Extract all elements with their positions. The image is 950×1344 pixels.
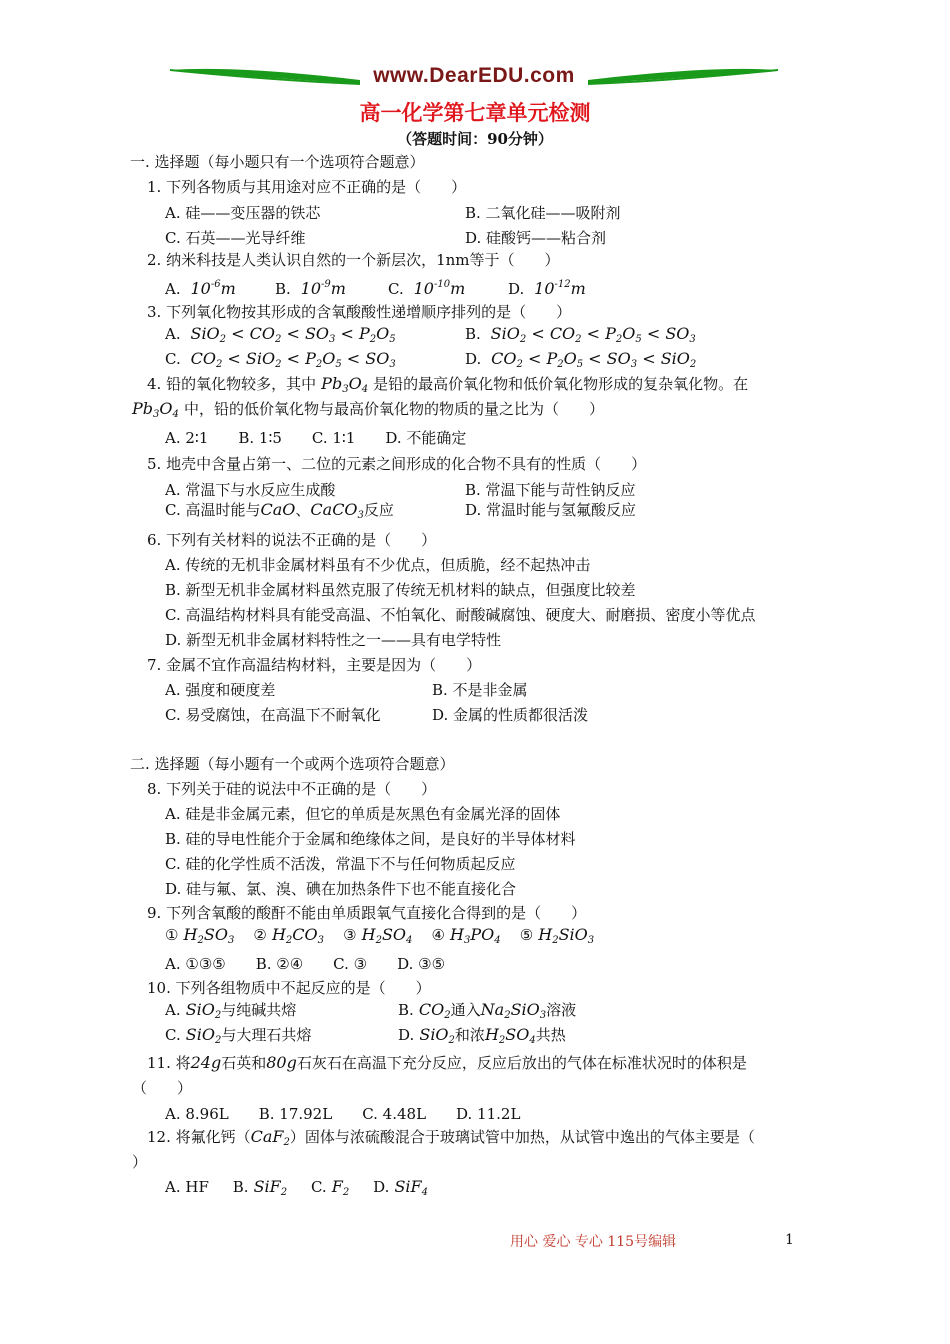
q5-option-a: A. 常温下与水反应生成酸 (165, 481, 336, 499)
q10-option-a-label: A. (165, 1001, 181, 1019)
q12-option-b-label: B. (232, 1178, 249, 1196)
q3-option-d: D. $CO_2 < P_2O_5 < SO_3 < SiO_2$ (465, 349, 697, 370)
section-1-heading: 一. 选择题（每小题只有一个选项符合题意） (130, 153, 425, 171)
q2-exp-a: -6 (210, 279, 221, 290)
q1-option-d: D. 硅酸钙——粘合剂 (465, 229, 607, 247)
q2-exp-d: -12 (554, 279, 571, 290)
q1-option-b: B. 二氧化硅——吸附剂 (465, 204, 621, 222)
q2-option-d-label: D. (508, 280, 525, 298)
q9-item-3-number: ③ (343, 926, 357, 944)
q10-option-b: B. $CO_2$通入$Na_2SiO_3$溶液 (398, 1000, 577, 1021)
q3-option-a: A. $SiO_2 < CO_2 < SO_3 < P_2O_5$ (165, 324, 396, 345)
q9-stem: 9. 下列含氧酸的酸酐不能由单质跟氧气直接化合得到的是（ ） (147, 904, 587, 922)
q10-option-a-text: 与纯碱共熔 (221, 1001, 297, 1019)
q11-stem-1: 11. 将 (147, 1054, 191, 1072)
q8-stem: 8. 下列关于硅的说法中不正确的是（ ） (147, 780, 437, 798)
q2-exp-c: -10 (433, 279, 451, 290)
q4-stem-a: 4. 铅的氧化物较多，其中 (147, 375, 317, 393)
q2-option-b: B. $10^{-9}m$ (275, 279, 346, 298)
page-number: 1 (785, 1232, 794, 1248)
q1-stem: 1. 下列各物质与其用途对应不正确的是（ ） (147, 178, 467, 196)
q10-option-d: D. SiO$_2$和浓$H_2SO_4$共热 (398, 1025, 566, 1046)
q6-option-b: B. 新型无机非金属材料虽然克服了传统无机材料的缺点，但强度比较差 (165, 581, 636, 599)
q5-option-c-text-2: 、 (295, 501, 311, 519)
q11-stem-line-1: 11. 将24g石英和80g石灰石在高温下充分反应，反应后放出的气体在标准状况时的体积是 (147, 1053, 747, 1072)
q9-item-1-number: ① (165, 926, 179, 944)
q2-stem: 2. 纳米科技是人类认识自然的一个新层次，1nm等于（ ） (147, 251, 560, 269)
q11-stem-3: 石灰石在高温下充分反应，反应后放出的气体在标准状况时的体积是 (296, 1054, 747, 1072)
q5-option-c-text-3: 反应 (363, 501, 394, 519)
q12-option-c-label: C. (310, 1178, 327, 1196)
q3-option-a-label: A. (165, 325, 181, 343)
q9-item-2-number: ② (253, 926, 267, 944)
q10-option-c: C. SiO$_2$与大理石共熔 (165, 1025, 312, 1046)
q12-stem-1: 12. 将氟化钙（ (147, 1128, 251, 1146)
q10-option-c-label: C. (165, 1026, 181, 1044)
q10-option-a: A. SiO$_2$与纯碱共熔 (165, 1000, 297, 1021)
q2-option-c-label: C. (388, 280, 404, 298)
q5-option-c: C. 高温时能与CaO、CaCO$_3$反应 (165, 500, 394, 521)
q11-options: A. 8.96L B. 17.92L C. 4.48L D. 11.2L (165, 1105, 521, 1123)
q11-stem-2: 石英和 (221, 1054, 267, 1072)
footer-note: 用心 爱心 专心 115号编辑 (510, 1234, 677, 1250)
q9-options: A. ①③⑤ B. ②④ C. ③ D. ③⑤ (165, 955, 446, 973)
q2-option-b-label: B. (275, 280, 291, 298)
q11-stem-line-2: （ ） (132, 1079, 193, 1097)
page-subtitle: （答题时间：90分钟） (397, 130, 553, 148)
q4-stem-line-2: $Pb_3O_4$ 中，铅的低价氧化物与最高价氧化物的物质的量之比为（ ） (132, 399, 604, 420)
q7-option-a: A. 强度和硬度差 (165, 681, 276, 699)
q3-option-b: B. $SiO_2 < CO_2 < P_2O_5 < SO_3$ (465, 324, 696, 345)
q4-stem-line-1: 4. 铅的氧化物较多，其中 $Pb_3O_4$ 是铅的最高价氧化物和低价氧化物形成的复杂氧化物。在 (147, 374, 749, 395)
q6-option-d: D. 新型无机非金属材料特性之一——具有电学特性 (165, 631, 502, 649)
q9-items: ① $H_2SO_3$ ② $H_2CO_3$ ③ $H_2SO_4$ ④ $H_3PO_4$ ⑤ $H_2SiO_3$ (165, 925, 595, 946)
q8-option-d: D. 硅与氟、氯、溴、碘在加热条件下也不能直接化合 (165, 880, 517, 898)
q4-options: A. 2∶1 B. 1∶5 C. 1∶1 D. 不能确定 (165, 429, 467, 447)
q10-option-b-label: B. (398, 1001, 414, 1019)
q7-option-c: C. 易受腐蚀，在高温下不耐氧化 (165, 706, 381, 724)
site-banner (170, 62, 778, 94)
q6-option-a: A. 传统的无机非金属材料虽有不少优点，但质脆，经不起热冲击 (165, 556, 591, 574)
q5-stem: 5. 地壳中含量占第一、二位的元素之间形成的化合物不具有的性质（ ） (147, 455, 647, 473)
q3-stem: 3. 下列氧化物按其形成的含氧酸酸性递增顺序排列的是（ ） (147, 303, 572, 321)
q4-stem-b: 是铅的最高价氧化物和低价氧化物形成的复杂氧化物。在 (373, 375, 749, 393)
q1-option-c: C. 石英——光导纤维 (165, 229, 306, 247)
q7-option-b: B. 不是非金属 (432, 681, 528, 699)
q10-option-d-text-2: 共热 (535, 1026, 566, 1044)
q12-option-a: A. HF (165, 1178, 209, 1196)
q10-option-d-label: D. (398, 1026, 415, 1044)
q2-option-a: A. $10^{-6}m$ (165, 279, 236, 298)
q8-option-b: B. 硅的导电性能介于金属和绝缘体之间，是良好的半导体材料 (165, 830, 576, 848)
q8-option-c: C. 硅的化学性质不活泼，常温下不与任何物质起反应 (165, 855, 516, 873)
q4-stem-c: 中，铅的低价氧化物与最高价氧化物的物质的量之比为（ ） (183, 400, 604, 418)
q5-option-d: D. 常温时能与氢氟酸反应 (465, 501, 637, 519)
q3-option-b-label: B. (465, 325, 481, 343)
q2-option-d: D. $10^{-12}m$ (508, 279, 586, 298)
q6-option-c: C. 高温结构材料具有能受高温、不怕氧化、耐酸碱腐蚀、硬度大、耐磨损、密度小等优点 (165, 606, 756, 624)
section-2-heading: 二. 选择题（每小题有一个或两个选项符合题意） (130, 755, 455, 773)
site-name: www.DearEDU.com (373, 64, 575, 87)
q5-option-b: B. 常温下能与苛性钠反应 (465, 481, 636, 499)
q2-option-c: C. $10^{-10}m$ (388, 279, 466, 298)
q12-stem-2: ）固体与浓硫酸混合于玻璃试管中加热，从试管中逸出的气体主要是（ (289, 1128, 755, 1146)
q2-option-a-label: A. (165, 280, 181, 298)
q3-option-c-label: C. (165, 350, 181, 368)
q3-option-c: C. $CO_2 < SiO_2 < P_2O_5 < SO_3$ (165, 349, 396, 370)
q8-option-a: A. 硅是非金属元素，但它的单质是灰黑色有金属光泽的固体 (165, 805, 561, 823)
q10-option-d-text-1: 和浓 (454, 1026, 485, 1044)
q2-exp-b: -9 (321, 279, 331, 290)
q7-option-d: D. 金属的性质都很活泼 (432, 706, 589, 724)
q10-option-b-text-2: 溶液 (546, 1001, 577, 1019)
q12-options: A. HF B. SiF$_2$ C. $F_2$ D. SiF$_4$ (165, 1177, 429, 1198)
q10-stem: 10. 下列各组物质中不起反应的是（ ） (147, 979, 431, 997)
q9-item-4-number: ④ (431, 926, 445, 944)
q7-stem: 7. 金属不宜作高温结构材料，主要是因为（ ） (147, 656, 482, 674)
page-title: 高一化学第七章单元检测 (359, 100, 591, 125)
q6-stem: 6. 下列有关材料的说法不正确的是（ ） (147, 531, 437, 549)
q12-option-d-label: D. (373, 1178, 390, 1196)
q12-stem-line-2: ） (132, 1153, 148, 1171)
q10-option-b-text-1: 通入 (450, 1001, 481, 1019)
q3-option-d-label: D. (465, 350, 482, 368)
q1-option-a: A. 硅——变压器的铁芯 (165, 204, 321, 222)
q5-option-c-text-1: C. 高温时能与 (165, 501, 261, 519)
q12-stem-line-1: 12. 将氟化钙（CaF$_2$）固体与浓硫酸混合于玻璃试管中加热，从试管中逸出的气体主要是（ (147, 1127, 755, 1148)
q10-option-c-text: 与大理石共熔 (221, 1026, 312, 1044)
q9-item-5-number: ⑤ (519, 926, 534, 944)
